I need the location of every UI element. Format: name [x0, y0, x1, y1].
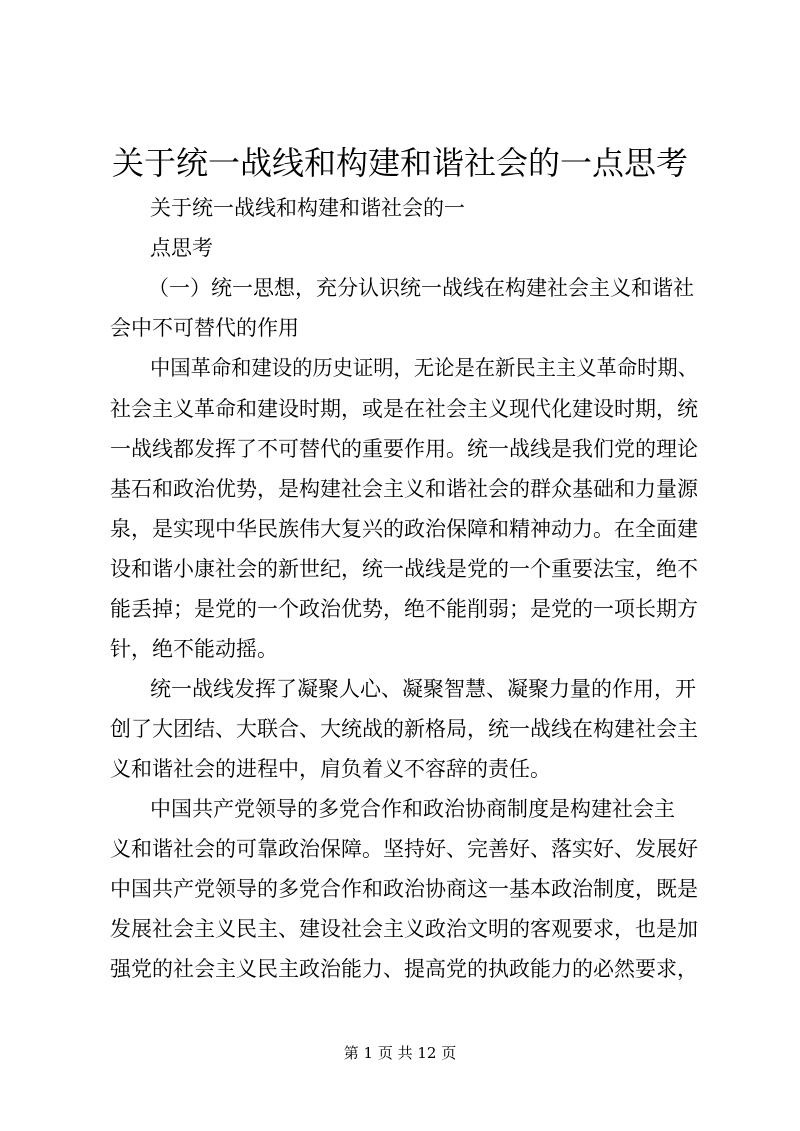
page-title: 关于统一战线和构建和谐社会的一点思考	[111, 144, 688, 182]
paragraph-1-line: 针，绝不能动摇。	[110, 637, 278, 661]
paragraph-1-line: 社会主义革命和建设时期，或是在社会主义现代化建设时期，统	[110, 397, 698, 421]
paragraph-1-line: 基石和政治优势，是构建社会主义和谐社会的群众基础和力量源	[110, 477, 698, 501]
paragraph-1-line: 设和谐小康社会的新世纪，统一战线是党的一个重要法宝，绝不	[110, 557, 698, 581]
paragraph-2-line: 义和谐社会的进程中，肩负着义不容辞的责任。	[110, 757, 551, 781]
paragraph-1-line: 中国革命和建设的历史证明，无论是在新民主主义革命时期、	[150, 356, 699, 380]
paragraph-1-line: 能丢掉；是党的一个政治优势，绝不能削弱；是党的一项长期方	[110, 597, 698, 621]
paragraph-3-line: 中国共产党领导的多党合作和政治协商这一基本政治制度，既是	[110, 877, 698, 901]
paragraph-1-line: 泉，是实现中华民族伟大复兴的政治保障和精神动力。在全面建	[110, 517, 698, 541]
paragraph-3-line: 中国共产党领导的多党合作和政治协商制度是构建社会主	[150, 797, 675, 821]
subtitle-line-1: 关于统一战线和构建和谐社会的一	[150, 196, 465, 220]
paragraph-3-line: 义和谐社会的可靠政治保障。坚持好、完善好、落实好、发展好	[110, 837, 698, 861]
section-heading-line-1: （一）统一思想，充分认识统一战线在构建社会主义和谐社	[148, 276, 694, 300]
paragraph-3-line: 强党的社会主义民主政治能力、提高党的执政能力的必然要求，	[110, 957, 698, 981]
section-heading-line-2: 会中不可替代的作用	[110, 316, 299, 340]
paragraph-2-line: 统一战线发挥了凝聚人心、凝聚智慧、凝聚力量的作用，开	[150, 677, 696, 701]
paragraph-1-line: 一战线都发挥了不可替代的重要作用。统一战线是我们党的理论	[110, 437, 698, 461]
paragraph-2-line: 创了大团结、大联合、大统战的新格局，统一战线在构建社会主	[110, 717, 698, 741]
subtitle-line-2: 点思考	[150, 236, 213, 260]
paragraph-3-line: 发展社会主义民主、建设社会主义政治文明的客观要求，也是加	[110, 917, 698, 941]
page-number-footer: 第 1 页 共 12 页	[343, 1044, 457, 1062]
